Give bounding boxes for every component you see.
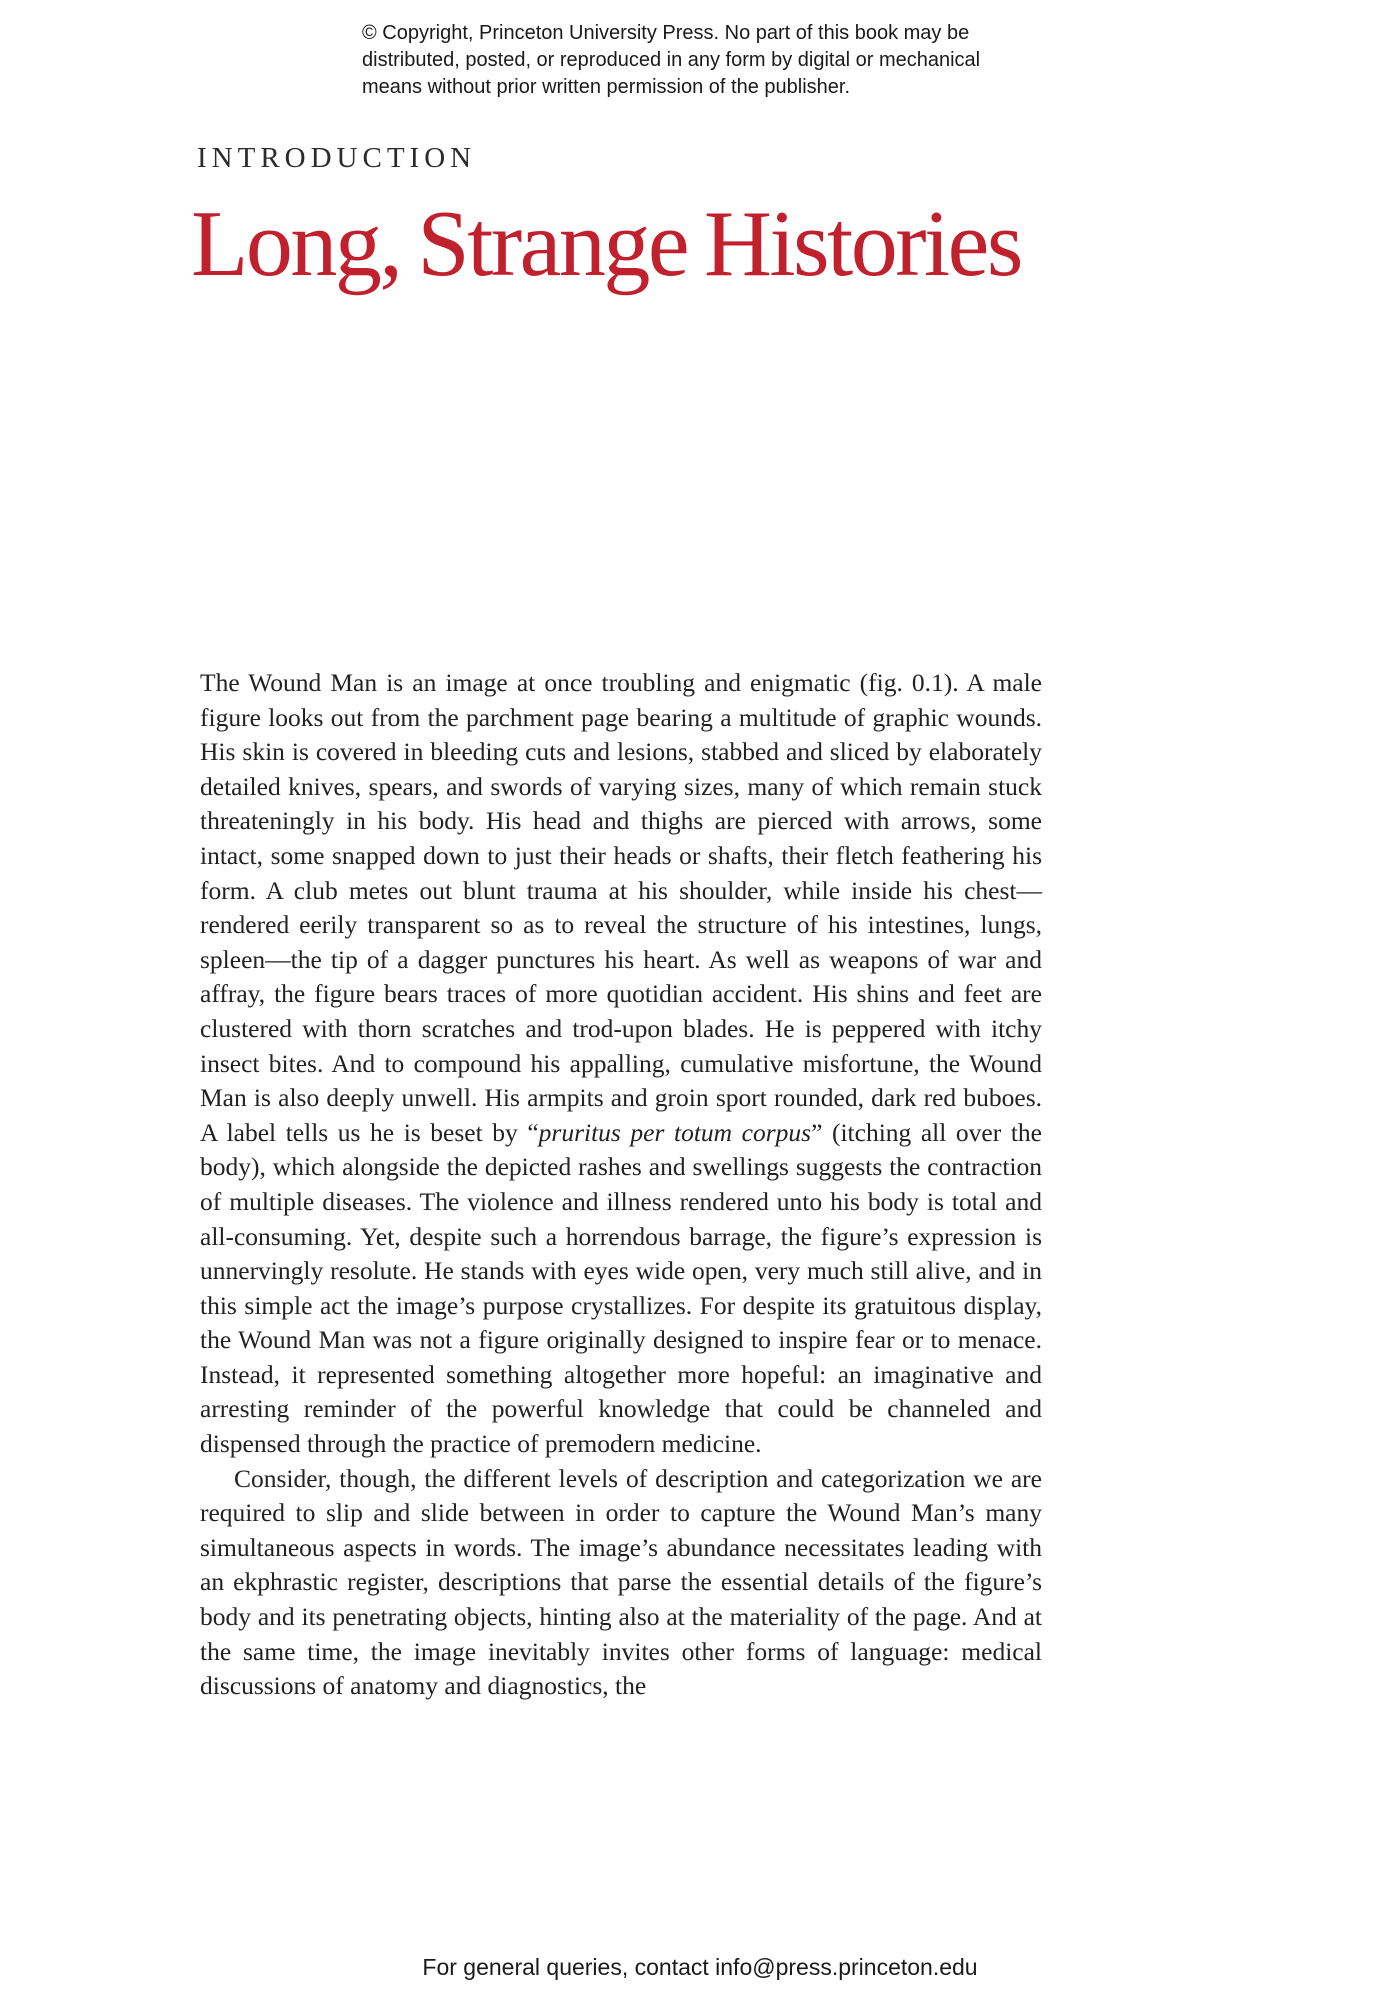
paragraph-1-latin-phrase: pruritus per totum corpus bbox=[538, 1117, 812, 1147]
copyright-line-3: means without prior written permission of the publisher. bbox=[362, 76, 851, 98]
paragraph-1-text-b: ” (itching all over the body), which alongside the depicted rashes and swellings suggests the contraction of multiple diseases. The violence and illness rendered unto his body is total and all-consuming. Yet, despite such a horrendous barrage, the figure’s expression is unnervingly resolute. He stands with eyes wide open, very much still alive, and in this simple act the image’s purpose crystallizes. For despite its gratuitous display, the Wound Man was not a figure originally designed to inspire fear or to menace. Instead, it represented something altogether more hopeful: an imaginative and arresting reminder of the powerful knowledge that could be channeled and dispensed through the practice of premodern medicine. bbox=[200, 1117, 1042, 1459]
chapter-title: Long, Strange Histories bbox=[191, 192, 1021, 296]
copyright-line-2: distributed, posted, or reproduced in any form by digital or mechanical bbox=[362, 49, 981, 71]
copyright-line-1: © Copyright, Princeton University Press. No part of this book may be bbox=[362, 22, 970, 44]
body-text bbox=[200, 666, 1042, 1704]
paragraph-2: Consider, though, the different levels of description and categorization we are required to slip and slide between in order to capture the Wound Man’s many simultaneous aspects in words. The image’s abundance necessitates leading with an ekphrastic register, descriptions that parse the essential details of the figure’s body and its penetrating objects, hinting also at the materiality of the page. And at the same time, the image inevitably invites other forms of language: medical discussions of anatomy and diagnostics, the bbox=[200, 1463, 1042, 1701]
footer-contact: For general queries, contact info@press.princeton.edu bbox=[422, 1954, 978, 1980]
section-label: INTRODUCTION bbox=[197, 142, 477, 174]
paragraph-1 bbox=[200, 666, 1042, 1462]
copyright-notice bbox=[362, 20, 1062, 101]
paragraph-1-text-a: The Wound Man is an image at once troubling and enigmatic (fig. 0.1). A male figure looks out from the parchment page bearing a multitude of graphic wounds. His skin is covered in bleeding cuts and lesions, stabbed and sliced by elaborately detailed knives, spears, and swords of varying sizes, many of which remain stuck threateningly in his body. His head and thighs are pierced with arrows, some intact, some snapped down to just their heads or shafts, their fletch feathering his form. A club metes out blunt trauma at his shoulder, while inside his chest—rendered eerily transparent so as to reveal the structure of his intestines, lungs, spleen—the tip of a dagger punctures his heart. As well as weapons of war and affray, the figure bears traces of more quotidian accident. His shins and feet are clustered with thorn scratches and trod-upon blades. He is peppered with itchy insect bites. And to compound his appalling, cumulative misfortune, the Wound Man is also deeply unwell. His armpits and groin sport rounded, dark red buboes. A label tells us he is beset by “ bbox=[200, 668, 1042, 1147]
